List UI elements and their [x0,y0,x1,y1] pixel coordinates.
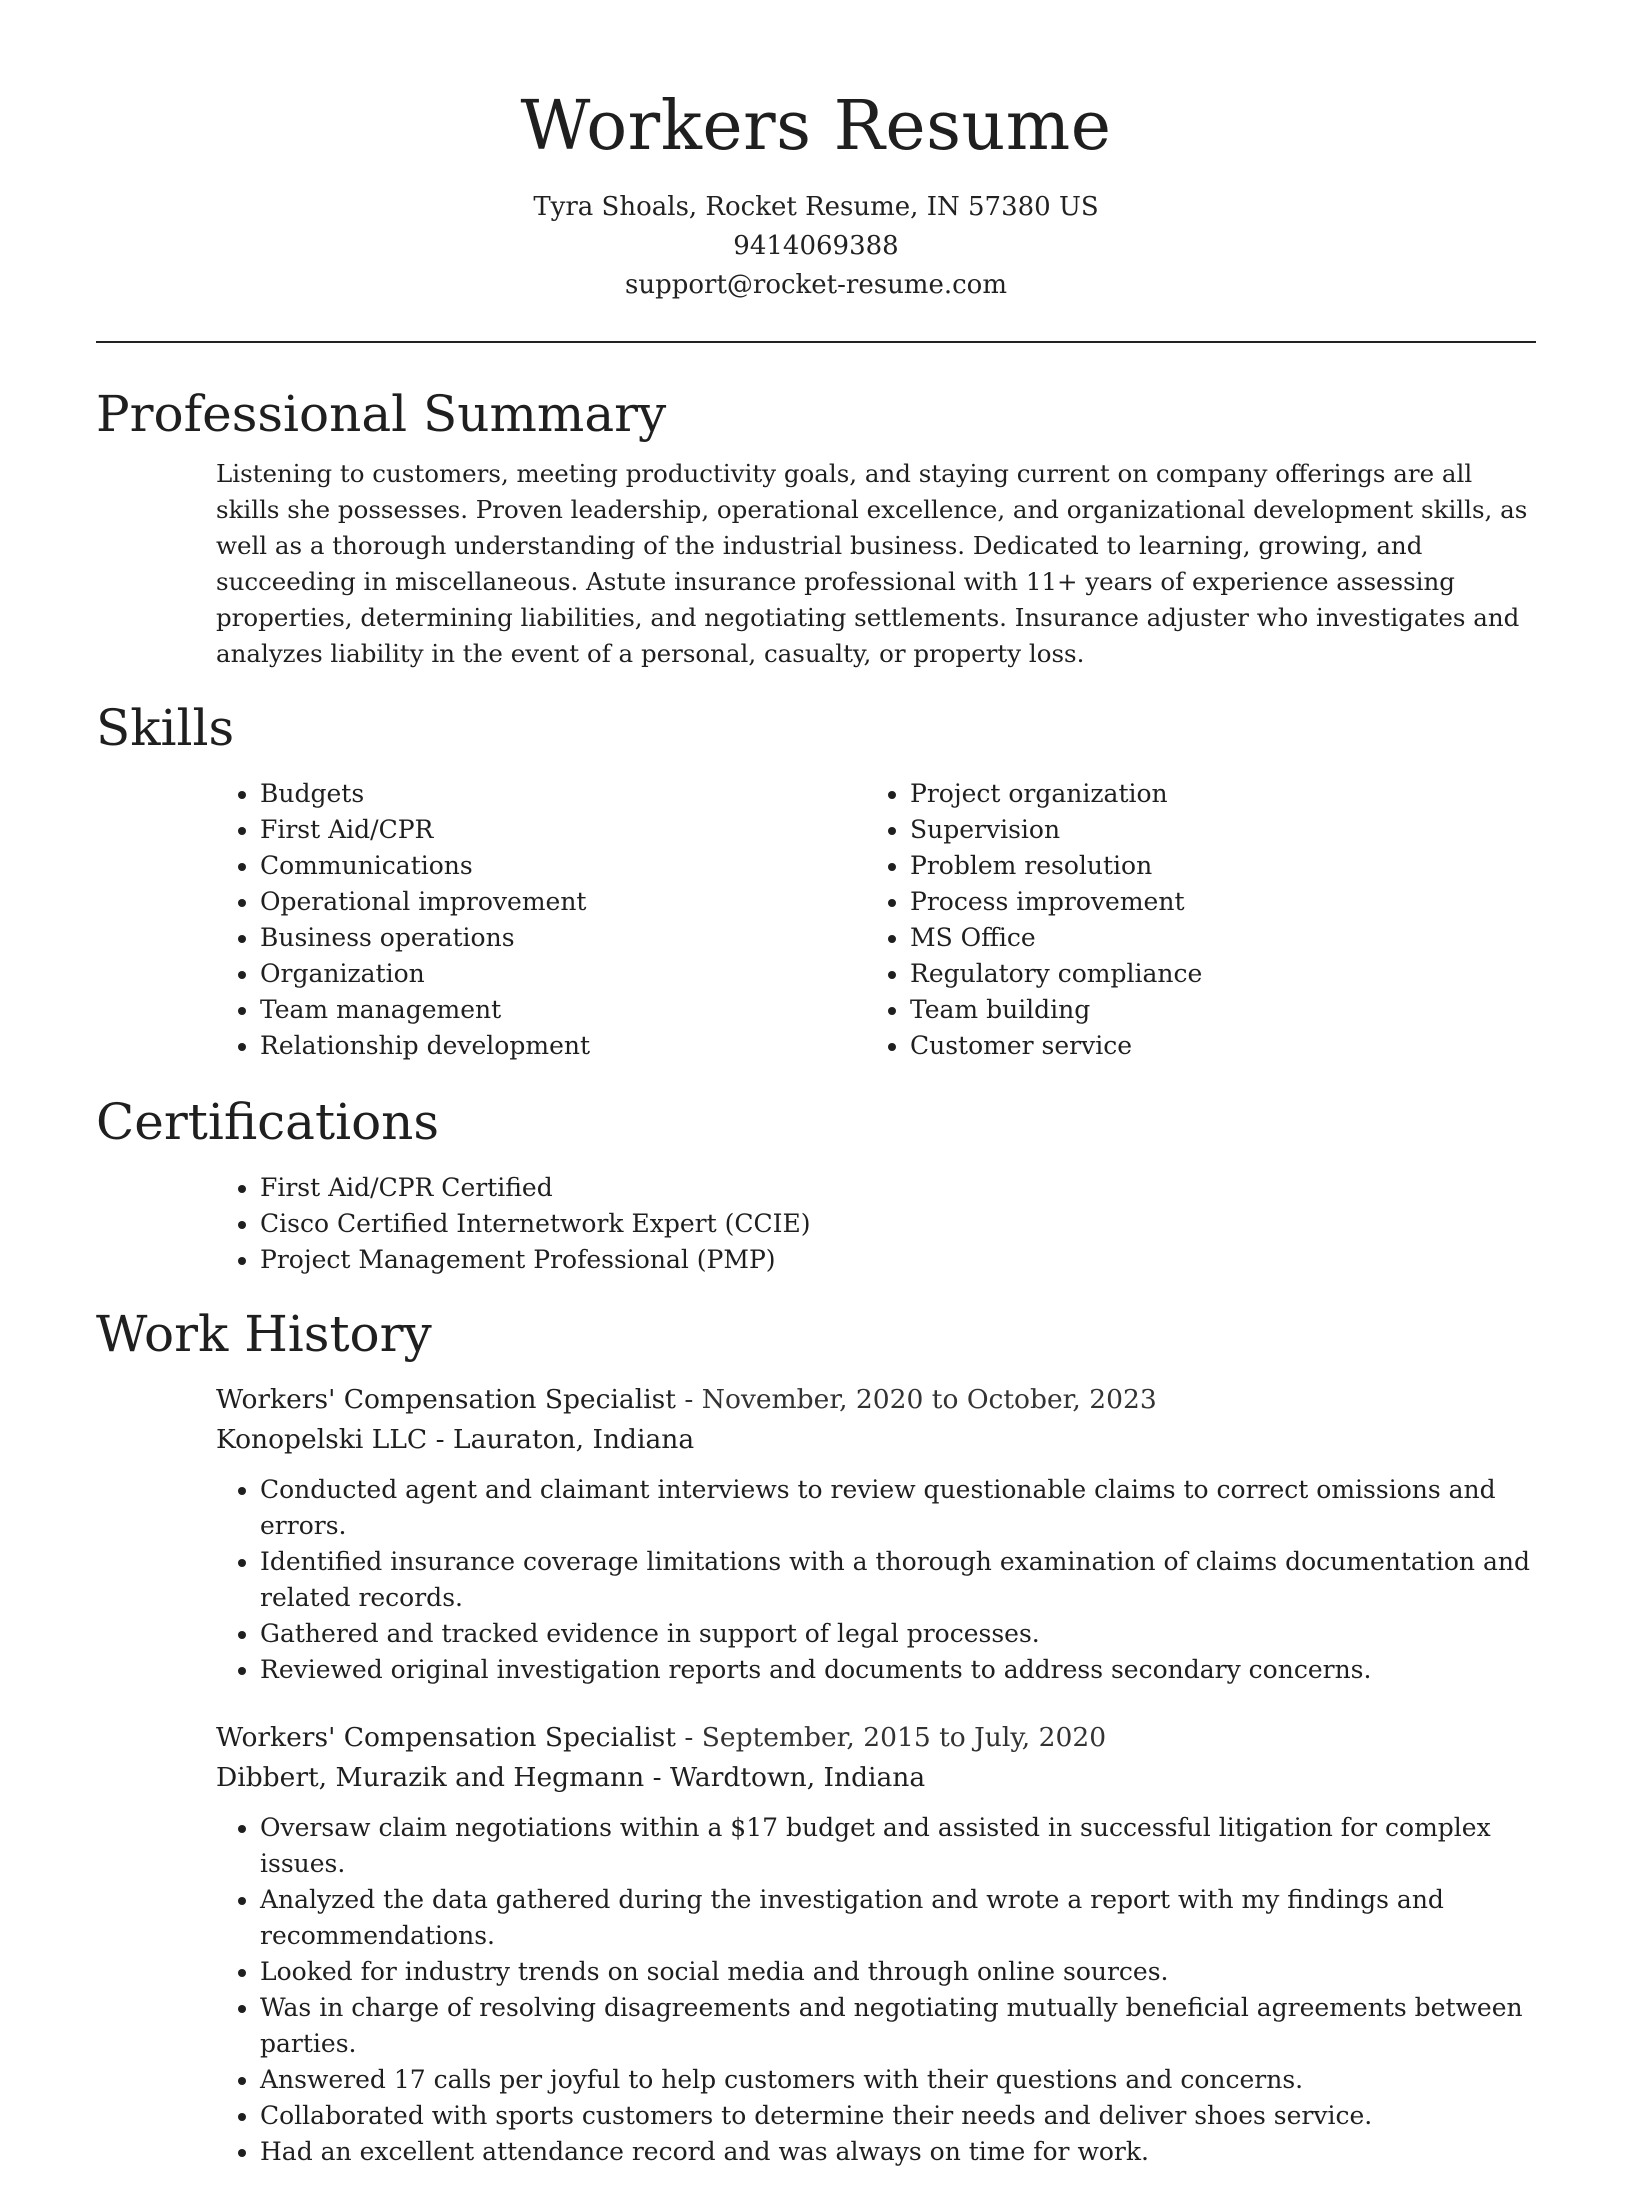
job-bullet: • Reviewed original investigation reports and documents to address secondary concerns. [260,1652,1536,1688]
summary-text: Listening to customers, meeting productivity goals, and staying current on company offerings are all skills she possesses. Proven leadership, operational excellence, and organizational development skills, as well as a thorough understanding of the industrial business. Dedicated to learning, growing, and succeeding in miscellaneous. Astute insurance professional with 11+ years of experience assessing properties, determining liabilities, and negotiating settlements. Insurance adjuster who investigates and analyzes liability in the event of a personal, casualty, or property loss. [216,459,1528,668]
skill-item: • Operational improvement [260,884,866,920]
skill-item: • Problem resolution [910,848,1516,884]
skills-section [96,692,1536,1064]
certification-item: • Project Management Professional (PMP) [260,1242,1536,1278]
job-title: Workers' Compensation Specialist [216,1384,676,1415]
job-title-line [216,1718,1536,1758]
summary-heading: Professional Summary [96,385,667,443]
certifications-section [96,1086,1536,1278]
skill-item: • Customer service [910,1028,1516,1064]
job-dates: - September, 2015 to July, 2020 [684,1722,1107,1753]
skill-item: • Communications [260,848,866,884]
summary-section [96,378,1536,672]
skill-item: • Project organization [910,776,1516,812]
job-bullet: • Oversaw claim negotiations within a $17 budget and assisted in successful litigation for complex issues. [260,1810,1536,1882]
job-title-line [216,1380,1536,1420]
skills-heading: Skills [96,699,235,757]
skills-column-left [216,776,866,1064]
skill-item: • Supervision [910,812,1516,848]
job-entry [96,1380,1536,1688]
job-location: - Wardtown, Indiana [652,1762,926,1793]
job-bullet: • Gathered and tracked evidence in support of legal processes. [260,1616,1536,1652]
certifications-heading: Certifications [96,1093,440,1151]
skill-item: • Budgets [260,776,866,812]
certification-item: • First Aid/CPR Certified [260,1170,1536,1206]
job-entry [96,1718,1536,2170]
work-history-section [96,1298,1536,2170]
resume-body [96,378,1536,2200]
resume-header [0,0,1632,305]
skill-item: • Business operations [260,920,866,956]
job-bullet: • Identified insurance coverage limitations with a thorough examination of claims documentation and related records. [260,1544,1536,1616]
job-bullet: • Conducted agent and claimant interviews to review questionable claims to correct omissions and errors. [260,1472,1536,1544]
skills-list [216,776,1536,1064]
job-title: Workers' Compensation Specialist [216,1722,676,1753]
job-bullet: • Looked for industry trends on social media and through online sources. [260,1954,1536,1990]
job-location: - Lauraton, Indiana [435,1424,695,1455]
page-title: Workers Resume [520,87,1112,166]
skill-item: • MS Office [910,920,1516,956]
job-company: Dibbert, Murazik and Hegmann [216,1762,645,1793]
job-bullet: • Had an excellent attendance record and was always on time for work. [260,2134,1536,2170]
certification-item: • Cisco Certified Internetwork Expert (CCIE) [260,1206,1536,1242]
skill-item: • Regulatory compliance [910,956,1516,992]
skill-item: • First Aid/CPR [260,812,866,848]
contact-phone: 9414069388 [733,231,899,261]
certifications-list [216,1170,1536,1278]
job-company-line [216,1420,1536,1460]
job-company-line [216,1758,1536,1798]
job-bullets [216,1472,1536,1688]
skill-item: • Organization [260,956,866,992]
work-history-heading: Work History [96,1305,432,1363]
job-company: Konopelski LLC [216,1424,428,1455]
job-bullet: • Answered 17 calls per joyful to help customers with their questions and concerns. [260,2062,1536,2098]
contact-info [0,188,1632,305]
contact-email: support@rocket-resume.com [624,270,1007,300]
job-dates: - November, 2020 to October, 2023 [684,1384,1157,1415]
skills-column-right [866,776,1516,1064]
skill-item: • Team management [260,992,866,1028]
contact-address: Tyra Shoals, Rocket Resume, IN 57380 US [533,192,1099,222]
job-bullet: • Analyzed the data gathered during the investigation and wrote a report with my findings and recommendations. [260,1882,1536,1954]
job-bullet: • Collaborated with sports customers to determine their needs and deliver shoes service. [260,2098,1536,2134]
skill-item: • Team building [910,992,1516,1028]
job-bullets [216,1810,1536,2170]
header-divider [96,341,1536,343]
skill-item: • Process improvement [910,884,1516,920]
job-bullet: • Was in charge of resolving disagreements and negotiating mutually beneficial agreements between parties. [260,1990,1536,2062]
skill-item: • Relationship development [260,1028,866,1064]
